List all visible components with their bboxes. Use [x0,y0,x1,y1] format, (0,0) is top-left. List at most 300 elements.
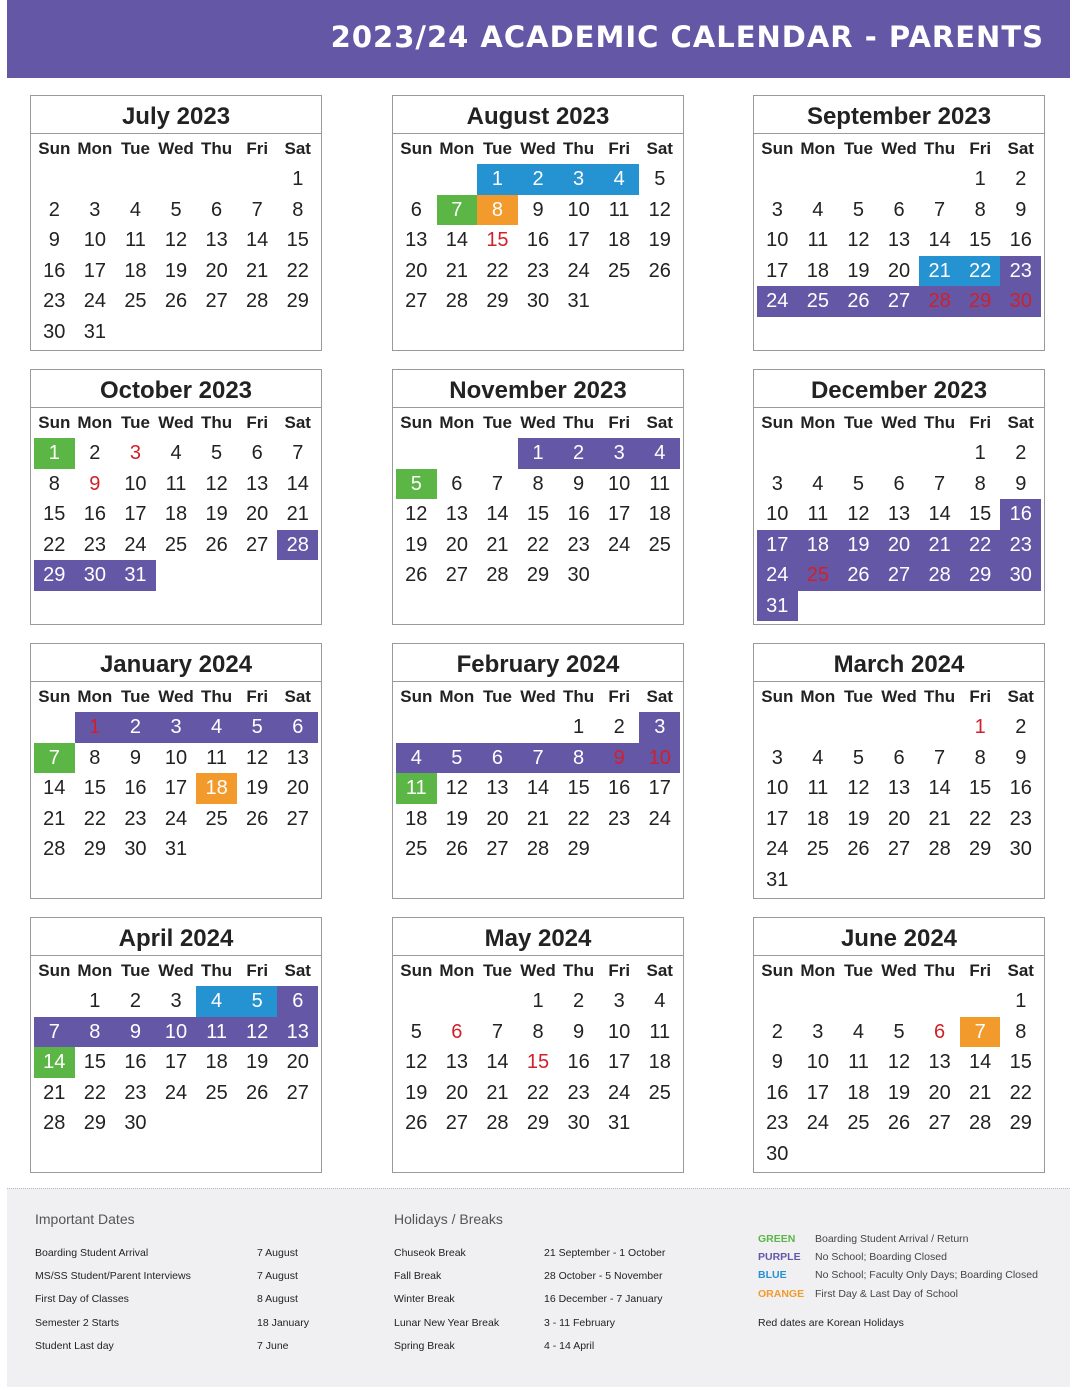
day-cell: 22 [286,259,309,282]
day-cell: 10 [124,472,147,495]
week-row [396,1017,680,1048]
day-cell: 28 [246,290,269,312]
day-cell: 29 [567,838,590,860]
day-cell: 2 [558,438,599,469]
day-cell: 19 [887,1081,911,1104]
week-row [757,530,1041,561]
holidays-title: Holidays / Breaks [394,1211,503,1227]
week-row [396,804,680,835]
day-cell: 27 [928,1112,951,1134]
empty-day-cell [919,591,960,622]
day-cell: 13 [205,229,228,251]
weekday-label: Wed [158,139,194,158]
day-cell: 26 [246,1081,269,1104]
week-row [757,499,1041,530]
empty-day-cell [34,712,75,743]
day-cell: 3 [771,746,783,769]
weekday-label: Mon [800,961,836,980]
day-cell: 20 [928,1081,951,1104]
week-row [34,773,318,804]
month-title: November 2023 [393,370,683,408]
day-cell: 15 [83,777,106,799]
week-row [757,1139,1041,1170]
day-cell: 15 [43,503,66,525]
day-cell: 25 [405,838,428,860]
day-cell: 11 [807,777,829,799]
day-cell: 2 [1015,716,1027,738]
week-row [757,986,1041,1017]
month-calendar [392,369,684,625]
weekday-label: Mon [77,139,113,158]
day-cell: 22 [526,1081,550,1104]
legend-description: No School; Boarding Closed [815,1251,947,1264]
week-row [34,225,318,256]
month-days [31,164,321,347]
month-days [393,712,683,865]
empty-day-cell [518,712,559,743]
day-cell: 18 [648,1051,671,1073]
month-days [31,712,321,865]
day-cell: 17 [757,530,798,561]
day-cell: 7 [292,442,304,464]
day-cell: 5 [654,168,666,190]
day-cell: 26 [838,286,879,317]
day-cell: 18 [164,503,188,525]
day-cell: 5 [437,743,478,774]
day-cell: 21 [43,807,66,830]
weekday-label: Wed [158,413,194,432]
legend-description: First Day & Last Day of School [815,1287,958,1300]
empty-day-cell [798,712,839,743]
day-cell: 10 [766,229,789,251]
day-cell: 24 [757,286,798,317]
weekday-label: Fri [608,139,631,158]
day-cell: 3 [170,990,182,1012]
week-row [757,1047,1041,1078]
weekday-header [754,134,1044,164]
day-cell: 7 [934,746,946,769]
day-cell: 13 [445,503,468,525]
empty-day-cell [757,164,798,195]
month-title: April 2024 [31,918,321,956]
weekday-label: Sat [1007,413,1034,432]
empty-day-cell [396,438,437,469]
day-cell: 20 [286,777,309,799]
day-cell: 16 [766,1081,789,1104]
day-cell: 28 [486,1112,509,1134]
weekday-label: Thu [563,687,595,706]
day-cell: 16 [526,229,550,251]
empty-day-cell [115,317,156,348]
empty-day-cell [237,834,278,865]
month-title: September 2023 [754,96,1044,134]
weekday-label: Tue [843,413,873,432]
weekday-label: Mon [77,687,113,706]
empty-day-cell [477,438,518,469]
weekday-header [754,682,1044,712]
empty-day-cell [237,164,278,195]
day-cell: 14 [246,229,269,251]
week-row [396,499,680,530]
day-cell: 30 [766,1142,789,1165]
month-title: July 2023 [31,96,321,134]
day-cell: 13 [246,472,269,495]
day-cell: 14 [928,229,951,251]
week-row [757,834,1041,865]
day-cell: 7 [491,472,503,495]
month-days [393,164,683,317]
empty-day-cell [960,865,1001,896]
day-cell: 30 [75,560,116,591]
day-cell: 1 [75,712,116,743]
day-cell: 13 [486,777,509,799]
empty-day-cell [1000,1139,1041,1170]
weekday-header [393,956,683,986]
day-cell: 23 [83,533,106,556]
week-row [757,743,1041,774]
week-row [34,560,318,591]
empty-day-cell [237,317,278,348]
day-cell: 5 [852,472,864,495]
day-cell: 31 [608,1112,631,1134]
day-cell: 20 [246,503,269,525]
weekday-label: Sat [284,413,311,432]
day-cell: 5 [237,986,278,1017]
day-cell: 6 [251,442,263,464]
day-cell: 4 [170,442,182,464]
week-row [757,591,1041,622]
important-date-label: MS/SS Student/Parent Interviews [35,1270,191,1283]
day-cell: 20 [887,259,911,282]
month-title: May 2024 [393,918,683,956]
empty-day-cell [34,164,75,195]
day-cell: 26 [445,838,468,860]
day-cell: 10 [806,1051,829,1073]
day-cell: 23 [43,290,66,312]
day-cell: 18 [648,503,671,525]
day-cell: 19 [164,259,188,282]
day-cell: 15 [83,1051,106,1073]
empty-day-cell [437,712,478,743]
day-cell: 29 [960,286,1001,317]
day-cell: 22 [969,807,992,830]
weekday-header [31,682,321,712]
weekday-label: Tue [120,413,150,432]
empty-day-cell [879,438,920,469]
day-cell: 25 [847,1112,870,1134]
day-cell: 18 [847,1081,870,1104]
day-cell: 30 [43,320,66,343]
day-cell: 1 [1015,990,1027,1012]
week-row [757,225,1041,256]
empty-day-cell [879,986,920,1017]
day-cell: 1 [477,164,518,195]
weekday-header [393,682,683,712]
weekday-label: Thu [563,961,595,980]
day-cell: 3 [156,712,197,743]
day-cell: 22 [83,1081,106,1104]
day-cell: 8 [532,472,544,495]
day-cell: 13 [887,229,911,251]
weekday-label: Sun [761,413,794,432]
day-cell: 28 [43,1112,66,1134]
holiday-label: Chuseok Break [394,1247,466,1259]
day-cell: 5 [396,469,437,500]
day-cell: 30 [1000,286,1041,317]
day-cell: 11 [165,472,187,495]
day-cell: 2 [771,1020,783,1043]
day-cell: 23 [1000,256,1041,287]
day-cell: 11 [125,229,146,251]
empty-day-cell [838,438,879,469]
month-days [393,438,683,591]
empty-day-cell [277,1108,318,1139]
day-cell: 7 [934,472,946,495]
header-banner [7,0,1070,78]
day-cell: 14 [43,777,66,799]
day-cell: 23 [766,1112,789,1134]
weekday-header [393,408,683,438]
day-cell: 24 [567,259,590,282]
day-cell: 22 [486,259,509,282]
day-cell: 16 [1009,229,1032,251]
day-cell: 1 [974,716,986,738]
day-cell: 16 [124,1051,147,1073]
empty-day-cell [919,986,960,1017]
empty-day-cell [757,986,798,1017]
week-row [757,164,1041,195]
day-cell: 13 [887,503,911,525]
day-cell: 24 [806,1112,829,1134]
weekday-label: Tue [482,961,512,980]
weekday-label: Tue [482,413,512,432]
day-cell: 31 [567,290,590,312]
weekday-label: Thu [201,687,233,706]
day-cell: 3 [639,712,680,743]
weekday-label: Thu [924,687,956,706]
day-cell: 28 [526,838,550,860]
empty-day-cell [838,591,879,622]
empty-day-cell [75,164,116,195]
day-cell: 12 [648,198,671,221]
day-cell: 15 [526,1051,550,1073]
day-cell: 24 [648,807,671,830]
page-title: 2023/24 ACADEMIC CALENDAR - PARENTS [330,20,1044,54]
day-cell: 21 [486,1081,509,1104]
week-row [34,286,318,317]
day-cell: 27 [205,290,228,312]
day-cell: 13 [887,777,911,799]
month-days [393,986,683,1139]
day-cell: 11 [807,229,829,251]
day-cell: 18 [798,530,839,561]
day-cell: 6 [893,198,905,221]
weekday-label: Tue [482,139,512,158]
month-calendar [753,95,1045,351]
weekday-label: Fri [969,961,992,980]
day-cell: 28 [969,1112,992,1134]
weekday-label: Tue [482,687,512,706]
day-cell: 29 [960,560,1001,591]
day-cell: 29 [1009,1112,1032,1134]
weekday-label: Thu [563,413,595,432]
day-cell: 11 [807,503,829,525]
day-cell: 27 [286,807,309,830]
day-cell: 18 [806,259,829,282]
day-cell: 27 [879,286,920,317]
empty-day-cell [437,986,478,1017]
day-cell: 20 [205,259,228,282]
day-cell: 14 [445,229,468,251]
weekday-label: Tue [843,687,873,706]
empty-day-cell [477,712,518,743]
week-row [396,438,680,469]
week-row [396,225,680,256]
day-cell: 4 [396,743,437,774]
empty-day-cell [879,164,920,195]
day-cell: 14 [34,1047,75,1078]
weekday-label: Thu [924,413,956,432]
month-title: February 2024 [393,644,683,682]
important-date-value: 7 August [257,1270,298,1283]
day-cell: 8 [974,746,986,769]
holiday-value: 3 - 11 February [544,1316,616,1329]
weekday-label: Wed [158,961,194,980]
weekday-label: Sun [400,687,433,706]
week-row [757,1078,1041,1109]
day-cell: 30 [124,838,147,860]
empty-day-cell [196,1108,237,1139]
day-cell: 19 [838,530,879,561]
day-cell: 23 [124,1081,147,1104]
day-cell: 25 [164,533,188,556]
weekday-label: Fri [969,687,992,706]
day-cell: 10 [156,1017,197,1048]
day-cell: 23 [124,807,147,830]
day-cell: 13 [277,1017,318,1048]
legend-key: BLUE [758,1269,787,1282]
weekday-label: Fri [246,687,269,706]
important-date-value: 7 June [257,1339,289,1352]
day-cell: 28 [43,838,66,860]
day-cell: 27 [445,1112,468,1134]
day-cell: 29 [83,838,106,860]
day-cell: 8 [1015,1020,1027,1043]
weekday-label: Sat [284,961,311,980]
week-row [396,530,680,561]
day-cell: 25 [798,286,839,317]
day-cell: 3 [599,438,640,469]
weekday-label: Sun [400,413,433,432]
weekday-label: Thu [924,139,956,158]
day-cell: 17 [608,1051,631,1073]
day-cell: 21 [919,530,960,561]
weekday-label: Fri [246,139,269,158]
day-cell: 9 [573,472,585,495]
empty-day-cell [237,560,278,591]
day-cell: 1 [292,168,304,190]
day-cell: 7 [34,1017,75,1048]
day-cell: 16 [124,777,147,799]
weekday-label: Sun [400,961,433,980]
weekday-header [31,134,321,164]
day-cell: 31 [757,591,798,622]
day-cell: 5 [410,1020,422,1043]
day-cell: 18 [205,1051,228,1073]
day-cell: 2 [613,716,625,738]
empty-day-cell [196,164,237,195]
day-cell: 12 [205,472,228,495]
weekday-label: Sun [761,961,794,980]
day-cell: 24 [766,838,789,860]
week-row [34,1078,318,1109]
day-cell: 7 [437,195,478,226]
day-cell: 16 [1009,777,1032,799]
footer-panel [7,1188,1070,1387]
empty-day-cell [838,164,879,195]
day-cell: 17 [567,229,590,251]
month-title: June 2024 [754,918,1044,956]
day-cell: 26 [246,807,269,830]
day-cell: 19 [648,229,671,251]
day-cell: 20 [879,530,920,561]
day-cell: 27 [879,560,920,591]
day-cell: 27 [286,1081,309,1104]
day-cell: 10 [608,1020,631,1043]
day-cell: 22 [960,530,1001,561]
weekday-label: Fri [969,139,992,158]
week-row [757,286,1041,317]
day-cell: 5 [237,712,278,743]
day-cell: 30 [526,290,550,312]
week-row [34,743,318,774]
weekday-label: Tue [120,961,150,980]
empty-day-cell [838,712,879,743]
week-row [34,712,318,743]
weekday-label: Sun [38,687,71,706]
day-cell: 8 [292,198,304,221]
empty-day-cell [156,317,197,348]
week-row [34,1047,318,1078]
day-cell: 12 [237,1017,278,1048]
week-row [396,286,680,317]
day-cell: 1 [974,168,986,190]
week-row [757,712,1041,743]
day-cell: 11 [848,1051,869,1073]
empty-day-cell [196,560,237,591]
weekday-header [31,956,321,986]
empty-day-cell [599,560,640,591]
weekday-label: Sat [1007,961,1034,980]
day-cell: 6 [211,198,223,221]
day-cell: 29 [969,838,992,860]
day-cell: 5 [852,198,864,221]
day-cell: 9 [771,1051,783,1073]
week-row [757,438,1041,469]
day-cell: 27 [486,838,509,860]
weekday-header [754,956,1044,986]
weekday-label: Wed [881,961,917,980]
day-cell: 13 [445,1051,468,1073]
holiday-label: Lunar New Year Break [394,1316,500,1329]
day-cell: 11 [206,746,227,769]
weekday-label: Tue [120,139,150,158]
day-cell: 1 [532,990,544,1012]
day-cell: 21 [969,1081,992,1104]
week-row [34,804,318,835]
day-cell: 17 [608,503,631,525]
weekday-label: Sat [1007,687,1034,706]
